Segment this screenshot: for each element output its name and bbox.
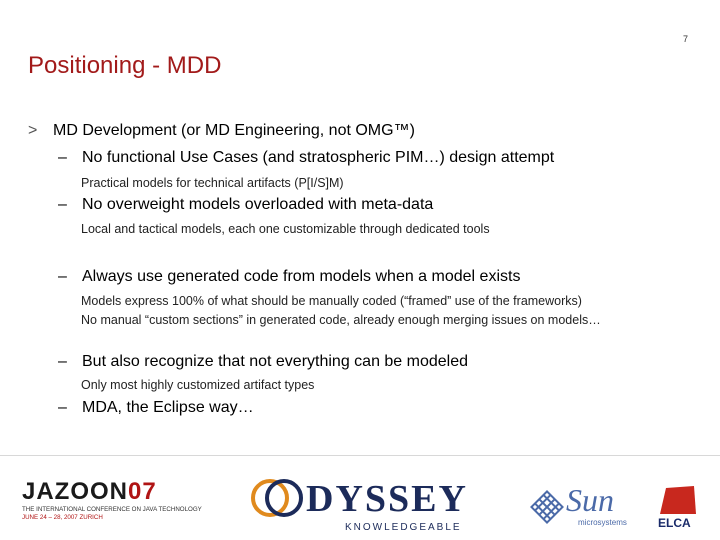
sun-diamond-icon — [530, 490, 564, 524]
slide-title: Positioning - MDD — [28, 52, 222, 79]
bullet-note: Local and tactical models, each one customizable through dedicated tools — [81, 222, 490, 236]
sub-bullet-text: No overweight models overloaded with meta-data — [82, 196, 434, 213]
odyssey-logo — [250, 478, 470, 534]
sun-wordmark: Sun — [566, 482, 614, 518]
elca-logo — [652, 486, 704, 532]
jazoon-logo-text: JAZOON07 — [22, 478, 157, 505]
elca-shape-icon — [658, 486, 698, 516]
odyssey-rings-icon — [250, 478, 306, 522]
dash-marker: – — [58, 268, 67, 285]
bullet-note: Models express 100% of what should be manually coded (“framed” use of the frameworks) — [81, 294, 582, 308]
jazoon-logo — [22, 478, 202, 534]
odyssey-tagline: KNOWLEDGEABLE — [345, 522, 462, 533]
bullet-note: Only most highly customized artifact types — [81, 378, 315, 392]
sun-microsystems-logo — [530, 482, 630, 532]
elca-wordmark: ELCA — [658, 516, 691, 530]
sub-bullet-text: MDA, the Eclipse way… — [82, 399, 254, 416]
sun-tagline: microsystems — [578, 518, 627, 527]
jazoon-dates: JUNE 24 – 28, 2007 ZURICH — [22, 514, 103, 521]
jazoon-tagline: THE INTERNATIONAL CONFERENCE ON JAVA TECHNOLOGY — [22, 506, 202, 513]
sub-bullet-text: Always use generated code from models when a model exists — [82, 268, 521, 285]
dash-marker: – — [58, 399, 67, 416]
dash-marker: – — [58, 353, 67, 370]
sub-bullet-text: But also recognize that not everything can be modeled — [82, 353, 469, 370]
bullet-note: Practical models for technical artifacts (P[I/S]M) — [81, 176, 344, 190]
bullet-note: No manual “custom sections” in generated code, already enough merging issues on models… — [81, 313, 601, 327]
main-bullet-text: MD Development (or MD Engineering, not OMG™) — [53, 122, 415, 139]
footer-divider — [0, 455, 720, 456]
sub-bullet-text: No functional Use Cases (and stratospheric PIM…) design attempt — [82, 149, 555, 166]
page-number: 7 — [682, 34, 688, 44]
dash-marker: – — [58, 196, 67, 213]
odyssey-wordmark: DYSSEY — [306, 478, 468, 520]
bullet-marker: > — [28, 122, 38, 139]
dash-marker: – — [58, 149, 67, 166]
